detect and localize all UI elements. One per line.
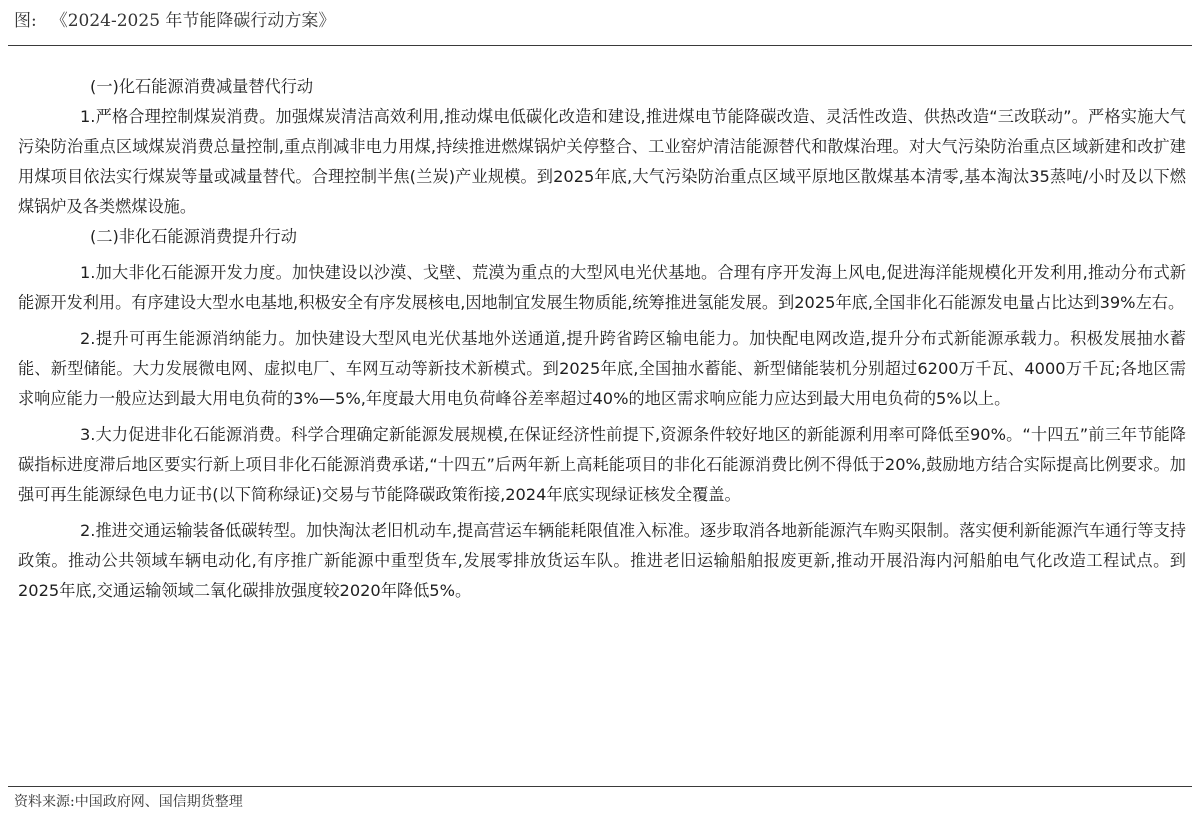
paragraph-coal-control: 1.严格合理控制煤炭消费。加强煤炭清洁高效利用,推动煤电低碳化改造和建设,推进煤电节能降碳改造、灵活性改造、供热改造“三改联动”。严格实施大气污染防治重点区域煤炭消费总量控制,重点削减非电力用煤,持续推进燃煤锅炉关停整合、工业窑炉清洁能源替代和散煤治理。对大气污染防治重点区域新建和改扩建用煤项目依法实行煤炭等量或减量替代。合理控制半焦(兰炭)产业规模。到2025年底,大气污染防治重点区域平原地区散煤基本清零,基本淘汰35蒸吨/小时及以下燃煤锅炉及各类燃煤设施。 bbox=[18, 107, 1186, 216]
section-heading-fossil: (一)化石能源消费减量替代行动 bbox=[90, 77, 314, 96]
paragraph-non-fossil-consumption: 3.大力促进非化石能源消费。科学合理确定新能源发展规模,在保证经济性前提下,资源条件较好地区的新能源利用率可降低至90%。“十四五”前三年节能降碳指标进度滞后地区要实行新上项目非化石能源消费承诺,“十四五”后两年新上高耗能项目的非化石能源消费比例不得低于20%,鼓励地方结合实际提高比例要求。加强可再生能源绿色电力证书(以下简称绿证)交易与节能降碳政策衔接,2024年底实现绿证核发全覆盖。 bbox=[18, 425, 1186, 504]
figure-title: 《2024-2025 年节能降碳行动方案》 bbox=[50, 11, 336, 31]
source-note: 资料来源:中国政府网、国信期货整理 bbox=[14, 794, 243, 810]
figure-label: 图: bbox=[14, 11, 37, 31]
paragraph-renewable-absorption: 2.提升可再生能源消纳能力。加快建设大型风电光伏基地外送通道,提升跨省跨区输电能力。加快配电网改造,提升分布式新能源承载力。积极发展抽水蓄能、新型储能。大力发展微电网、虚拟电厂、车网互动等新技术新模式。到2025年底,全国抽水蓄能、新型储能装机分别超过6200万千瓦、4000万千瓦;各地区需求响应能力一般应达到最大用电负荷的3%—5%,年度最大用电负荷峰谷差率超过40%的地区需求响应能力应达到最大用电负荷的5%以上。 bbox=[18, 329, 1186, 408]
bottom-divider bbox=[8, 786, 1192, 787]
paragraph-transport-transition: 2.推进交通运输装备低碳转型。加快淘汰老旧机动车,提高营运车辆能耗限值准入标准。逐步取消各地新能源汽车购买限制。落实便利新能源汽车通行等支持政策。推动公共领域车辆电动化,有序推广新能源中重型货车,发展零排放货运车队。推进老旧运输船舶报废更新,推动开展沿海内河船舶电气化改造工程试点。到2025年底,交通运输领域二氧化碳排放强度较2020年降低5%。 bbox=[18, 521, 1186, 600]
document-body bbox=[14, 72, 1186, 606]
top-divider bbox=[8, 45, 1192, 46]
paragraph-non-fossil-development: 1.加大非化石能源开发力度。加快建设以沙漠、戈壁、荒漠为重点的大型风电光伏基地。合理有序开发海上风电,促进海洋能规模化开发利用,推动分布式新能源开发利用。有序建设大型水电基地,积极安全有序发展核电,因地制宜发展生物质能,统筹推进氢能发展。到2025年底,全国非化石能源发电量占比达到39%左右。 bbox=[18, 263, 1186, 312]
figure-header bbox=[14, 8, 335, 34]
section-heading-non-fossil: (二)非化石能源消费提升行动 bbox=[90, 227, 297, 246]
